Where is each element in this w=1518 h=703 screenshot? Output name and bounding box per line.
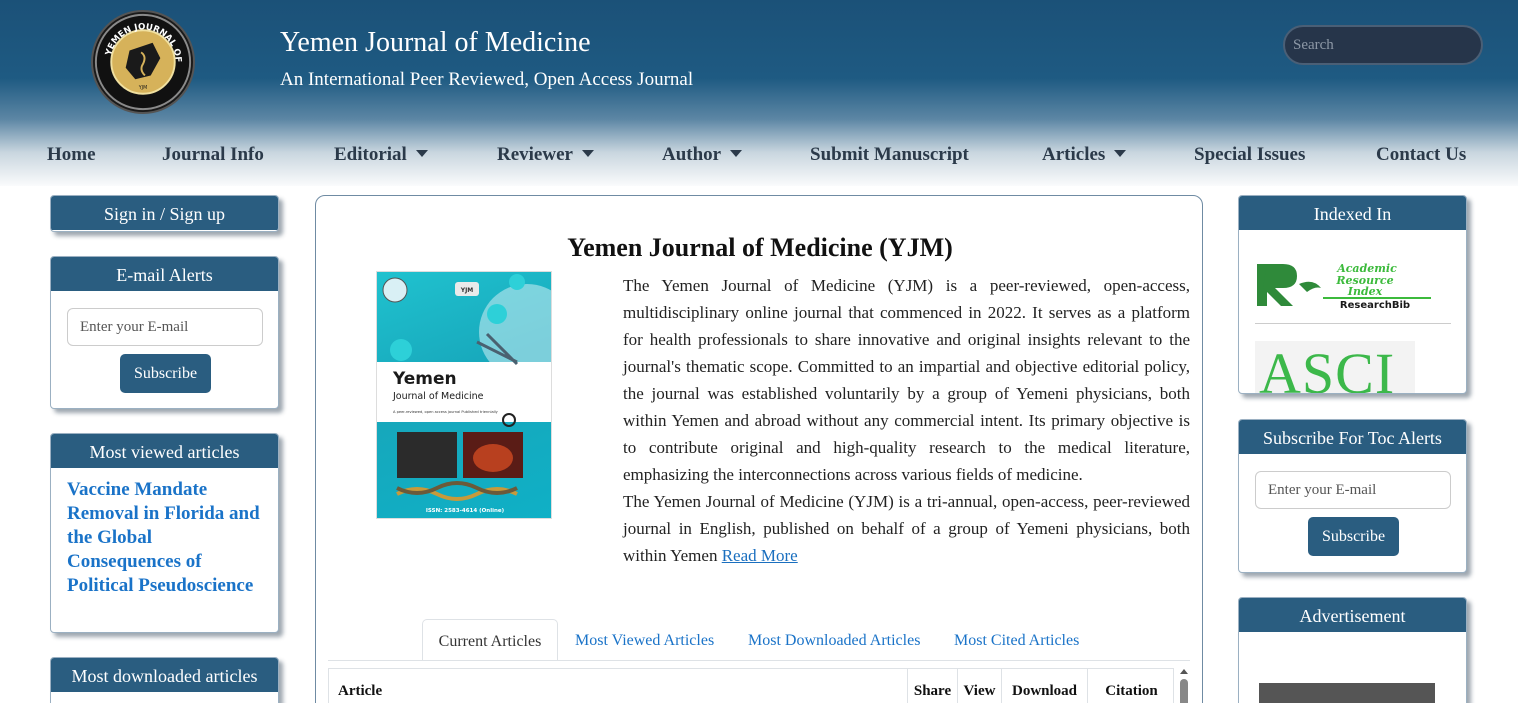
cover-badge: YJM bbox=[460, 287, 474, 294]
nav-home-label: Home bbox=[47, 144, 96, 165]
asci-text: ASCI bbox=[1259, 341, 1396, 394]
cover-title: Yemen bbox=[393, 369, 457, 389]
site-subtitle: An International Peer Reviewed, Open Access Journal bbox=[280, 69, 694, 90]
researchbib-logo[interactable] bbox=[1255, 254, 1433, 310]
email-alerts-widget bbox=[50, 256, 279, 409]
rb-line2: Resource bbox=[1336, 274, 1394, 287]
toc-subscribe-button[interactable]: Subscribe bbox=[1308, 517, 1399, 556]
email-alerts-title: E-mail Alerts bbox=[51, 257, 278, 291]
nav-contact-us[interactable] bbox=[1376, 144, 1466, 166]
nav-articles-label: Articles bbox=[1042, 144, 1106, 165]
main-nav bbox=[0, 140, 1518, 172]
tab-divider bbox=[328, 660, 1190, 661]
cover-subtitle: Journal of Medicine bbox=[393, 391, 484, 402]
tab-most-cited[interactable]: Most Cited Articles bbox=[954, 632, 1080, 649]
search-box bbox=[1283, 25, 1483, 65]
description-paragraph-1: The Yemen Journal of Medicine (YJM) is a peer-reviewed, open-access, multidisciplinary online journal that commenced in 2022. It serves as a platform for health professionals to share innovative and original insights relevant to the journal's thematic scope. Committed to an impartial and objective editorial policy, the journal was established voluntarily by a group of Yemeni physicians, both within Yemen and abroad without any commercial intent. Its primary objective is to contribute original and high-quality research to the medical literature, emphasizing the interconnections across various fields of medicine. bbox=[623, 276, 1190, 484]
most-viewed-article-link[interactable]: Vaccine Mandate Removal in Florida and the Global Consequences of Political Pseudoscience bbox=[67, 479, 260, 596]
site-header bbox=[0, 0, 1518, 186]
cover-tagline: A peer-reviewed, open access journal Published triennially bbox=[393, 410, 498, 414]
nav-editorial-label: Editorial bbox=[334, 144, 407, 165]
nav-submit-manuscript[interactable] bbox=[810, 144, 969, 166]
journal-description bbox=[623, 272, 1190, 569]
nav-home[interactable] bbox=[47, 144, 96, 166]
site-title: Yemen Journal of Medicine bbox=[280, 27, 591, 58]
col-download: Download bbox=[1002, 669, 1088, 703]
col-citation: Citation bbox=[1105, 683, 1158, 699]
articles-table-header bbox=[328, 668, 1174, 703]
nav-special-issues-label: Special Issues bbox=[1194, 144, 1306, 165]
most-downloaded-widget bbox=[50, 657, 279, 703]
search-input[interactable] bbox=[1293, 37, 1477, 54]
nav-editorial[interactable] bbox=[334, 144, 428, 166]
table-scrollbar[interactable] bbox=[1178, 666, 1190, 703]
indexed-in-widget bbox=[1238, 195, 1467, 394]
col-article: Article bbox=[329, 669, 908, 703]
indexed-in-title: Indexed In bbox=[1239, 196, 1466, 230]
col-view: View bbox=[958, 669, 1002, 703]
tab-most-downloaded[interactable]: Most Downloaded Articles bbox=[748, 632, 921, 649]
rb-line4: ResearchBib bbox=[1339, 300, 1411, 310]
cover-art bbox=[377, 272, 552, 519]
indexed-divider bbox=[1255, 323, 1451, 324]
tab-most-viewed[interactable]: Most Viewed Articles bbox=[575, 632, 715, 649]
nav-reviewer[interactable] bbox=[497, 144, 594, 166]
advertisement-image[interactable] bbox=[1259, 683, 1435, 703]
most-downloaded-title: Most downloaded articles bbox=[51, 658, 278, 692]
email-alerts-subscribe-button[interactable]: Subscribe bbox=[120, 354, 211, 393]
caret-down-icon bbox=[730, 150, 742, 157]
caret-down-icon bbox=[1114, 150, 1126, 157]
main-content bbox=[315, 195, 1203, 703]
journal-logo[interactable] bbox=[91, 10, 195, 114]
nav-articles[interactable] bbox=[1042, 144, 1126, 166]
toc-email-input[interactable] bbox=[1255, 471, 1451, 509]
description-paragraph-2-text: The Yemen Journal of Medicine (YJM) is a tri-annual, open-access, peer-reviewed journal in English, published on behalf of a group of Yemeni physicians, both within Yemen bbox=[623, 492, 1190, 565]
nav-author-label: Author bbox=[662, 144, 722, 165]
cover-issn: ISSN: 2583-4614 (Online) bbox=[425, 508, 505, 514]
signin-widget[interactable] bbox=[50, 195, 279, 232]
rb-line3: Index bbox=[1347, 285, 1383, 298]
most-viewed-title: Most viewed articles bbox=[51, 434, 278, 468]
toc-alerts-title: Subscribe For Toc Alerts bbox=[1239, 420, 1466, 454]
asci-logo[interactable] bbox=[1255, 341, 1415, 394]
col-share: Share bbox=[908, 669, 958, 703]
nav-journal-info-label: Journal Info bbox=[162, 144, 264, 165]
most-viewed-widget bbox=[50, 433, 279, 633]
nav-journal-info[interactable] bbox=[162, 144, 264, 166]
nav-contact-us-label: Contact Us bbox=[1376, 144, 1467, 165]
svg-text:YJM: YJM bbox=[138, 85, 148, 91]
nav-reviewer-label: Reviewer bbox=[497, 144, 573, 165]
rb-line1: Academic bbox=[1337, 262, 1397, 275]
advertisement-title: Advertisement bbox=[1239, 598, 1466, 632]
nav-author[interactable] bbox=[662, 144, 742, 166]
page-title: Yemen Journal of Medicine (YJM) bbox=[567, 233, 953, 262]
signin-link[interactable]: Sign in / Sign up bbox=[51, 196, 278, 230]
toc-alerts-widget bbox=[1238, 419, 1467, 573]
email-alerts-input[interactable] bbox=[67, 308, 263, 346]
caret-down-icon bbox=[416, 150, 428, 157]
nav-special-issues[interactable] bbox=[1194, 144, 1305, 166]
journal-cover-image[interactable] bbox=[376, 271, 552, 519]
caret-down-icon bbox=[582, 150, 594, 157]
nav-submit-label: Submit Manuscript bbox=[810, 144, 969, 165]
read-more-link[interactable]: Read More bbox=[721, 546, 798, 565]
advertisement-widget bbox=[1238, 597, 1467, 703]
logo-text: YEMEN JOURNAL OF bbox=[104, 22, 183, 63]
tab-current-articles[interactable]: Current Articles bbox=[422, 619, 558, 661]
description-paragraph-2 bbox=[623, 488, 1190, 569]
